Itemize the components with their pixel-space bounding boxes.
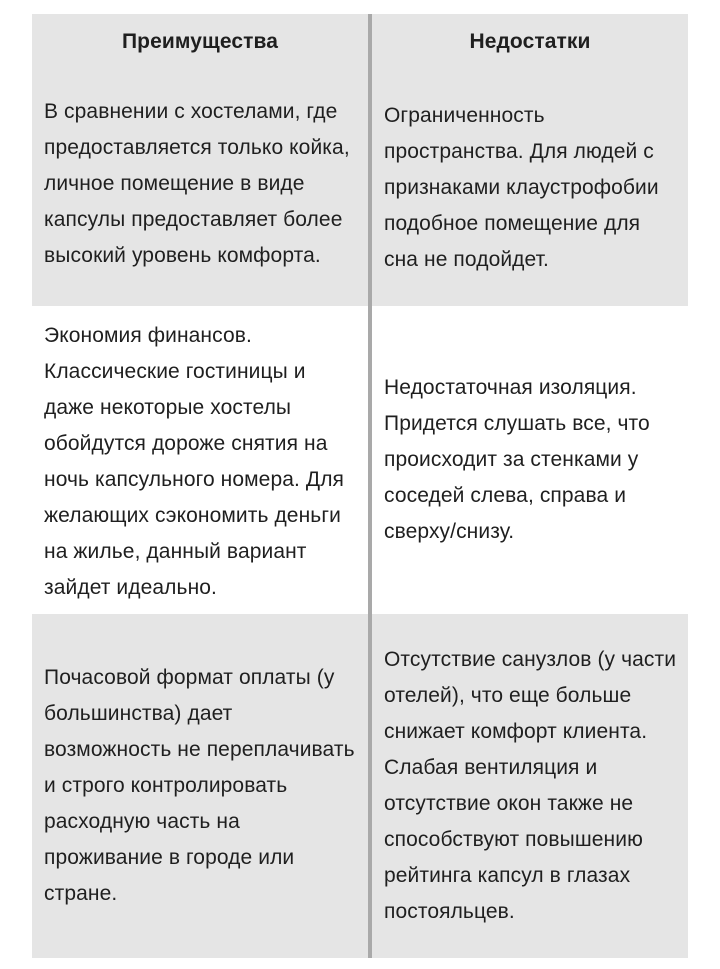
- advantage-cell: Почасовой формат оплаты (у большинства) дает возможность не переплачивать и строго контролировать расходную часть на проживание в городе или стране.: [32, 614, 368, 958]
- header-disadvantages: Недостатки: [372, 14, 688, 70]
- disadvantage-cell: Недостаточная изоляция. Придется слушать все, что происходит за стенками у соседей слева, справа и сверху/снизу.: [372, 306, 688, 614]
- comparison-table: [32, 14, 688, 958]
- disadvantage-cell: Отсутствие санузлов (у части отелей), что еще больше снижает комфорт клиента. Слабая вентиляция и отсутствие окон также не способствуют повышению рейтинга капсул в глазах постояльцев.: [372, 614, 688, 958]
- table-row: [32, 614, 688, 958]
- table-row: [32, 306, 688, 614]
- header-advantages: Преимущества: [32, 14, 368, 70]
- disadvantage-cell: Ограниченность пространства. Для людей с признаками клаустрофобии подобное помещение для сна не подойдет.: [372, 70, 688, 306]
- table-header-row: [32, 14, 688, 70]
- advantage-cell: Экономия финансов. Классические гостиницы и даже некоторые хостелы обойдутся дороже снятия на ночь капсульного номера. Для желающих сэкономить деньги на жилье, данный вариант зайдет идеально.: [32, 306, 368, 614]
- advantage-cell: В сравнении с хостелами, где предоставляется только койка, личное помещение в виде капсулы предоставляет более высокий уровень комфорта.: [32, 70, 368, 306]
- table-row: [32, 70, 688, 306]
